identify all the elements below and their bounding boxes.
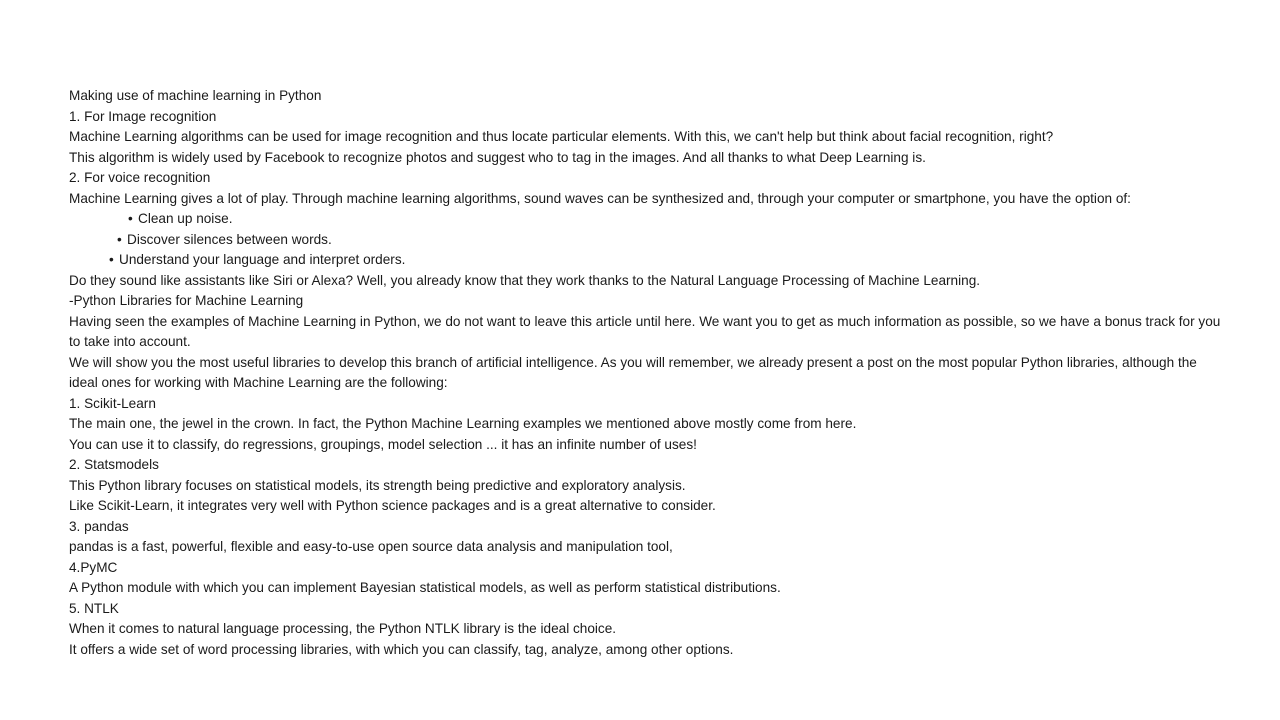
- bullet-icon: •: [109, 252, 114, 267]
- library-heading-pandas: 3. pandas: [69, 518, 129, 534]
- paragraph-voice-recognition-1: Machine Learning gives a lot of play. Through machine learning algorithms, sound waves can be synthesized and, through your computer or smartphone, you have the option of:: [69, 190, 1131, 206]
- paragraph-scikit-learn-2: You can use it to classify, do regressions, groupings, model selection ... it has an infinite number of uses!: [69, 436, 697, 452]
- library-heading-scikit-learn: 1. Scikit-Learn: [69, 395, 156, 411]
- text-body: [69, 86, 1239, 660]
- library-heading-statsmodels: 2. Statsmodels: [69, 457, 159, 472]
- bullet-text: Understand your language and interpret orders.: [119, 252, 406, 267]
- paragraph-ntlk-1: When it comes to natural language processing, the Python NTLK library is the ideal choice.: [69, 621, 617, 636]
- bullet-icon: •: [128, 211, 133, 226]
- library-heading-pymc: 4.PyMC: [69, 559, 118, 575]
- paragraph-image-recognition-2: This algorithm is widely used by Facebook to recognize photos and suggest who to tag in the images. And all thanks to what Deep Learning is.: [69, 149, 926, 165]
- paragraph-libraries-2: We will show you the most useful libraries to develop this branch of artificial intelligence. As you will remember, we already present a post on the most popular Python libraries, although the ideal ones for working with Machine Learning are the following:: [69, 354, 1197, 390]
- paragraph-image-recognition-1: Machine Learning algorithms can be used for image recognition and thus locate particular elements. With this, we can't help but think about facial recognition, right?: [69, 129, 1054, 144]
- bullet-item: [69, 209, 1239, 230]
- document-title: Making use of machine learning in Python: [69, 88, 322, 103]
- section-heading-image-recognition: 1. For Image recognition: [69, 108, 217, 124]
- paragraph-scikit-learn-1: The main one, the jewel in the crown. In fact, the Python Machine Learning examples we mentioned above mostly come from here.: [69, 416, 857, 431]
- paragraph-ntlk-2: It offers a wide set of word processing libraries, with which you can classify, tag, analyze, among other options.: [69, 641, 734, 657]
- bullet-text: Clean up noise.: [138, 211, 233, 226]
- bullet-text: Discover silences between words.: [127, 231, 332, 247]
- library-heading-ntlk: 5. NTLK: [69, 600, 119, 616]
- section-heading-voice-recognition: 2. For voice recognition: [69, 170, 211, 185]
- section-heading-python-libraries: -Python Libraries for Machine Learning: [69, 293, 304, 308]
- paragraph-statsmodels-1: This Python library focuses on statistical models, its strength being predictive and exploratory analysis.: [69, 477, 686, 493]
- bullet-icon: •: [117, 231, 122, 247]
- paragraph-pymc-1: A Python module with which you can implement Bayesian statistical models, as well as perform statistical distributions.: [69, 580, 781, 595]
- paragraph-voice-recognition-2: Do they sound like assistants like Siri or Alexa? Well, you already know that they work thanks to the Natural Language Processing of Machine Learning.: [69, 272, 981, 288]
- paragraph-pandas-1: pandas is a fast, powerful, flexible and easy-to-use open source data analysis and manipulation tool,: [69, 539, 673, 554]
- bullet-item: [69, 250, 1239, 271]
- paragraph-statsmodels-2: Like Scikit-Learn, it integrates very well with Python science packages and is a great alternative to consider.: [69, 498, 716, 513]
- paragraph-libraries-1: Having seen the examples of Machine Learning in Python, we do not want to leave this article until here. We want you to get as much information as possible, so we have a bonus track for you to take into account.: [69, 313, 1221, 349]
- bullet-item: [69, 230, 1239, 251]
